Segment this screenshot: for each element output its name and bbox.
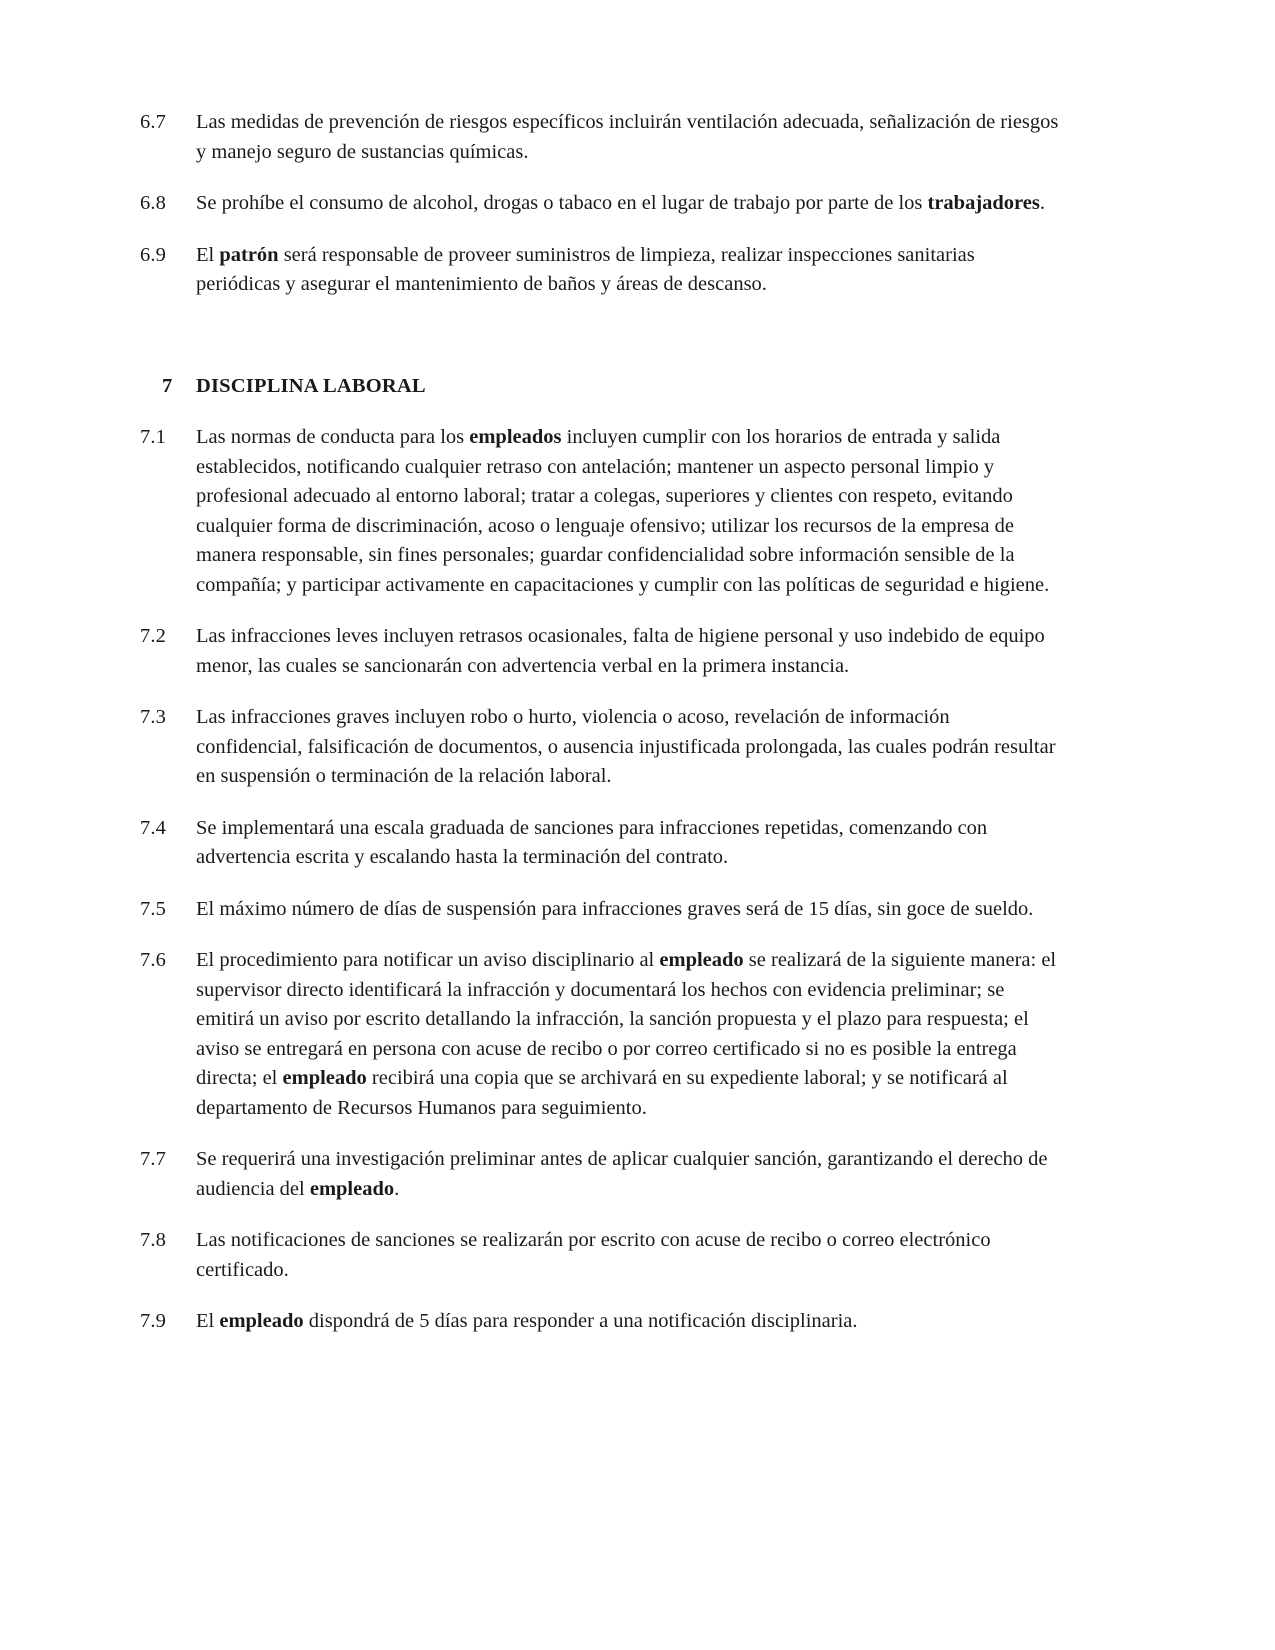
clause-text: El procedimiento para notificar un aviso disciplinario al empleado se realizará de la siguiente manera: el supervisor directo identificará la infracción y documentará los hechos con evidencia preliminar; se emitirá un aviso por escrito detallando la infracción, la sanción propuesta y el plazo para respuesta; el aviso se entregará en persona con acuse de recibo o por correo certificado si no es posible la entrega directa; el empleado recibirá una copia que se archivará en su expediente laboral; y se notificará al departamento de Recursos Humanos para seguimiento. (196, 949, 1057, 1119)
clause-text: Las normas de conducta para los empleados incluyen cumplir con los horarios de entrada y salida establecidos, notificando cualquier retraso con antelación; mantener un aspecto personal limpio y profesional adecuado al entorno laboral; tratar a colegas, superiores y clientes con respeto, evitando cualquier forma de discriminación, acoso o lenguaje ofensivo; utilizar los recursos de la empresa de manera responsable, sin fines personales; guardar confidencialidad sobre información sensible de la compañía; y participar activamente en capacitaciones y cumplir con las políticas de seguridad e higiene. (196, 426, 1050, 596)
clause-item (140, 622, 1060, 681)
clause-text: Las infracciones graves incluyen robo o hurto, violencia o acoso, revelación de información confidencial, falsificación de documentos, o ausencia injustificada prolongada, las cuales podrán resultar en suspensión o terminación de la relación laboral. (196, 706, 1056, 787)
section-heading (140, 322, 1060, 402)
clause-number: 7.2 (140, 625, 166, 647)
clause-text: Se prohíbe el consumo de alcohol, drogas o tabaco en el lugar de trabajo por parte de los trabajadores. (196, 192, 1045, 214)
clause-item (140, 1145, 1060, 1204)
clause-item (140, 423, 1060, 600)
clause-number: 7.3 (140, 706, 166, 728)
document-body (140, 108, 1060, 1337)
clause-number: 7.5 (140, 897, 166, 920)
clause-number: 6.7 (140, 111, 166, 133)
clause-text: Las notificaciones de sanciones se realizarán por escrito con acuse de recibo o correo electrónico certificado. (196, 1229, 991, 1281)
clause-item (140, 1226, 1060, 1285)
clause-item (140, 241, 1060, 300)
clause-number: 7.6 (140, 949, 166, 971)
clause-text: Se implementará una escala graduada de sanciones para infracciones repetidas, comenzando con advertencia escrita y escalando hasta la terminación del contrato. (196, 816, 988, 868)
clause-text: El patrón será responsable de proveer suministros de limpieza, realizar inspecciones sanitarias periódicas y asegurar el mantenimiento de baños y áreas de descanso. (196, 243, 975, 295)
section-number: 7 (162, 374, 173, 397)
clause-text: El máximo número de días de suspensión para infracciones graves será de 15 días, sin goce de sueldo. (196, 897, 1034, 920)
clause-item (140, 1307, 1060, 1337)
clause-item (140, 108, 1060, 167)
clause-text: Las medidas de prevención de riesgos específicos incluirán ventilación adecuada, señalización de riesgos y manejo seguro de sustancias químicas. (196, 111, 1059, 163)
clause-number: 7.8 (140, 1229, 166, 1251)
clause-number: 7.9 (140, 1310, 166, 1332)
clause-number: 6.9 (140, 243, 166, 266)
clause-text: El empleado dispondrá de 5 días para responder a una notificación disciplinaria. (196, 1310, 858, 1332)
clause-item (140, 895, 1060, 925)
clause-item (140, 189, 1060, 219)
clause-item (140, 946, 1060, 1123)
clause-number: 6.8 (140, 192, 166, 214)
clause-number: 7.1 (140, 426, 166, 448)
clause-text: Las infracciones leves incluyen retrasos ocasionales, falta de higiene personal y uso indebido de equipo menor, las cuales se sancionarán con advertencia verbal en la primera instancia. (196, 625, 1045, 677)
section-title: DISCIPLINA LABORAL (196, 374, 426, 397)
clause-item (140, 814, 1060, 873)
clause-number: 7.4 (140, 816, 166, 839)
clause-item (140, 703, 1060, 792)
clause-number: 7.7 (140, 1148, 166, 1170)
clause-text: Se requerirá una investigación preliminar antes de aplicar cualquier sanción, garantizando el derecho de audiencia del empleado. (196, 1148, 1048, 1200)
